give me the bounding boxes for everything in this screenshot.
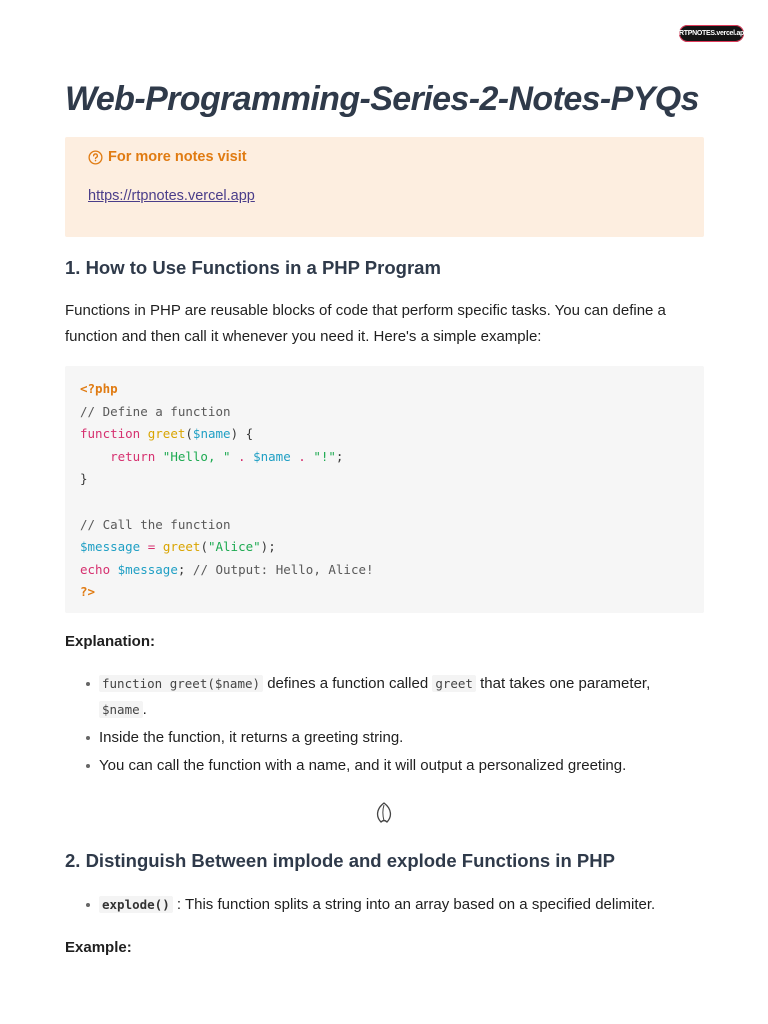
notes-callout <box>65 137 704 237</box>
inline-code: greet <box>432 675 476 692</box>
site-badge[interactable]: RTPNOTES.vercel.app <box>679 25 744 42</box>
code-line: } <box>80 471 88 487</box>
implode-explode-list <box>65 892 685 918</box>
explanation-list <box>65 671 685 779</box>
code-line: echo $message; // Output: Hello, Alice! <box>80 561 374 577</box>
inline-code: function greet($name) <box>99 675 263 692</box>
code-line: <?php <box>80 381 118 396</box>
list-item: Inside the function, it returns a greeting string. <box>65 725 685 751</box>
inline-code: $name <box>99 701 143 718</box>
notes-site-link[interactable]: https://rtpnotes.vercel.app <box>88 188 255 204</box>
callout-title <box>88 149 247 165</box>
code-line: function greet($name) { <box>80 426 254 442</box>
code-line: // Define a function <box>80 403 231 419</box>
list-item: You can call the function with a name, and it will output a personalized greeting. <box>65 753 685 779</box>
list-item-text: : This function splits a string into an array based on a specified delimiter. <box>172 896 656 913</box>
callout-title-text: For more notes visit <box>108 149 247 165</box>
code-line: ?> <box>80 584 96 600</box>
leaf-ornament-icon <box>378 803 391 822</box>
list-item-text: that takes one parameter, <box>475 675 651 692</box>
code-line: $message = greet("Alice"); <box>80 539 276 555</box>
code-line: // Call the function <box>80 516 231 532</box>
functions-intro-paragraph: Functions in PHP are reusable blocks of code that perform specific tasks. You can define a function and then call it whenever you need it. Here's a simple example: <box>65 302 666 345</box>
list-item <box>65 892 685 918</box>
list-item-text: defines a function called <box>263 675 433 692</box>
section-heading-functions: 1. How to Use Functions in a PHP Program <box>65 257 441 278</box>
section-heading-implode-explode: 2. Distinguish Between implode and explode Functions in PHP <box>65 850 615 871</box>
list-item <box>65 671 685 723</box>
inline-code: explode() <box>99 896 173 913</box>
question-circle-icon <box>88 150 103 165</box>
example-label: Example: <box>65 939 132 956</box>
php-code-block[interactable] <box>65 366 704 613</box>
explanation-label: Explanation: <box>65 633 156 650</box>
list-item-text: . <box>142 701 147 718</box>
code-line: return "Hello, " . $name . "!"; <box>110 448 344 464</box>
section-divider <box>65 800 704 826</box>
page-title: Web-Programming-Series-2-Notes-PYQs <box>65 80 699 118</box>
